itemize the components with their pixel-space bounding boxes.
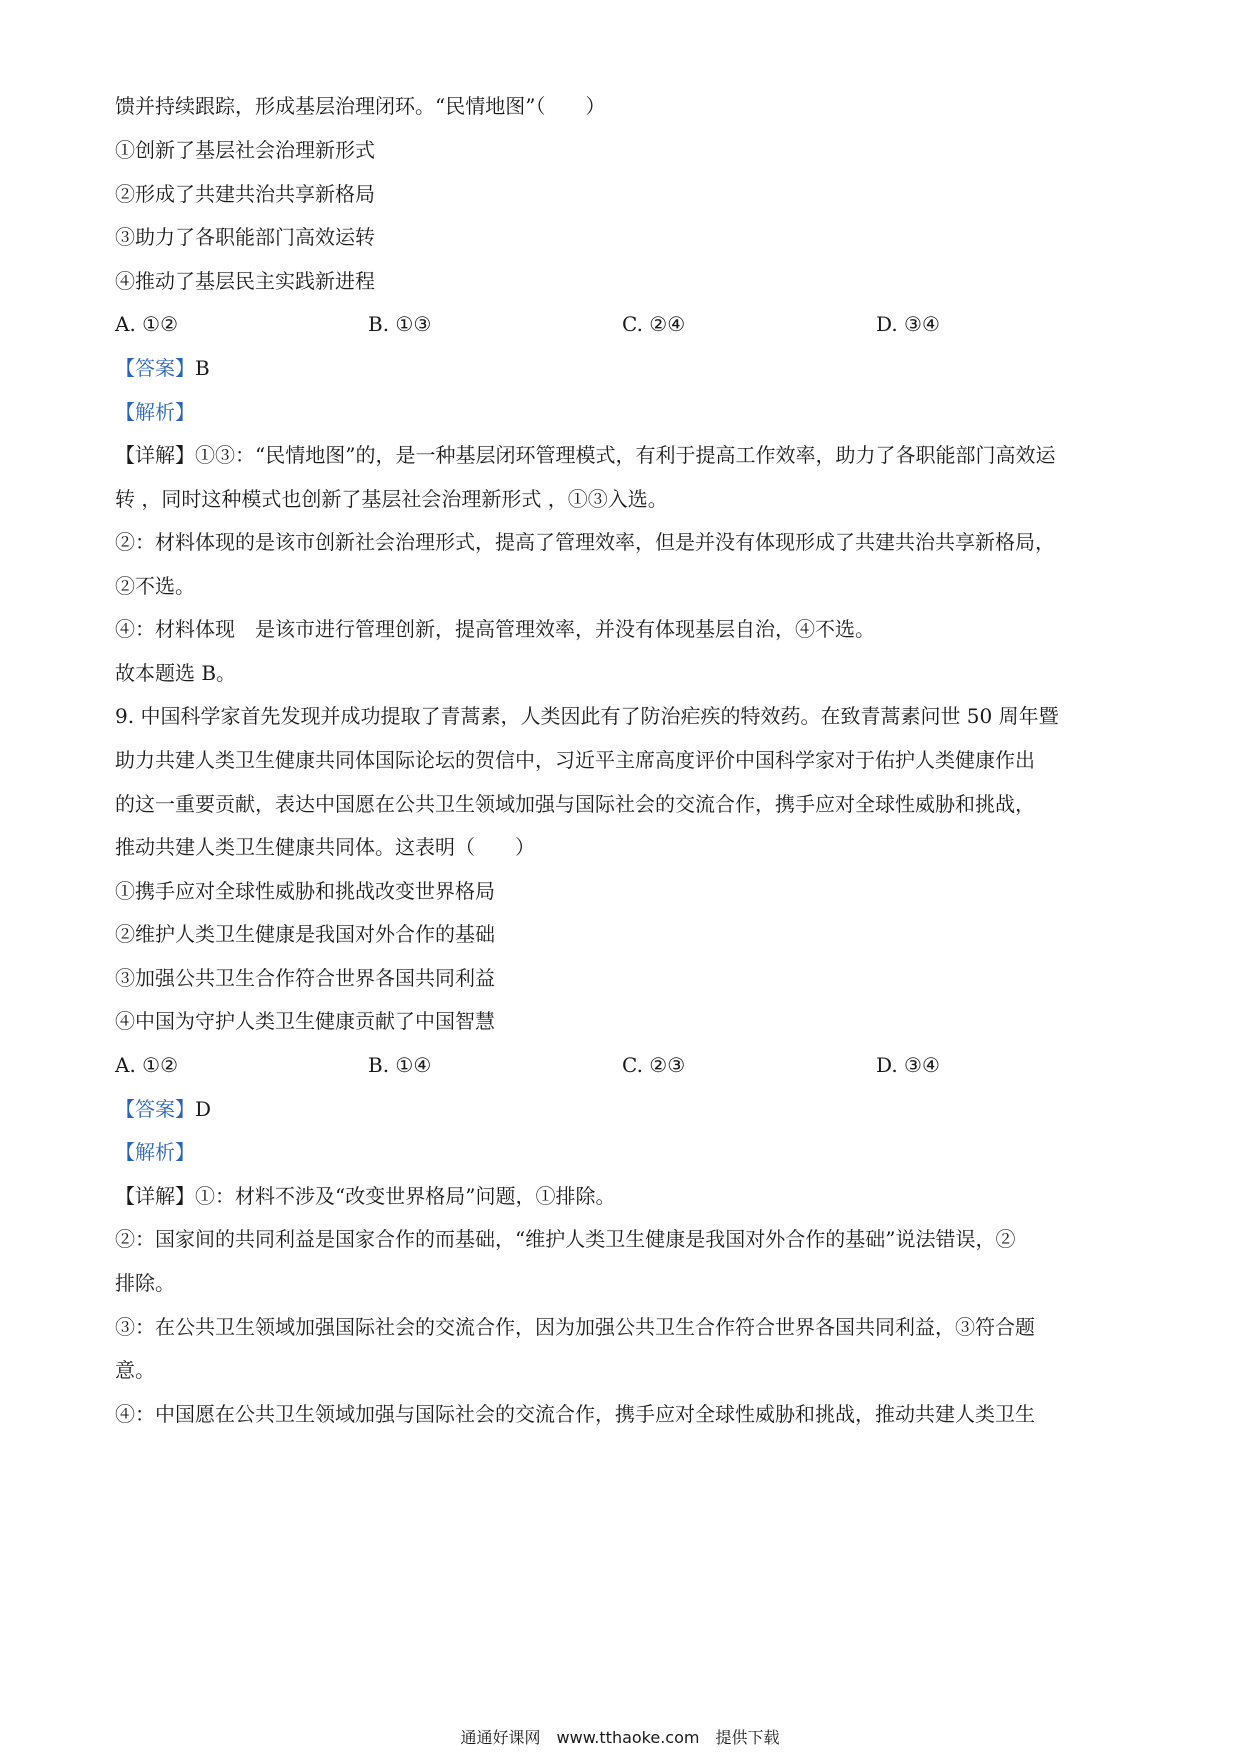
q8-detail-tag: 【详解】 [115,443,195,467]
q8-detail-line-2: 转 ，同时这种模式也创新了基层社会治理新形式 ，①③入选。 [115,487,668,511]
q9-option-c: C. ②③ [622,1053,686,1077]
q8-item-1: ①创新了基层社会治理新形式 [115,138,375,162]
q9-detail-text-1: ①：材料不涉及“改变世界格局”问题，①排除。 [195,1184,616,1208]
q9-stem-line-4: 推动共建人类卫生健康共同体。这表明（ ） [115,835,535,859]
q9-item-4: ④中国为守护人类卫生健康贡献了中国智慧 [115,1009,495,1033]
q9-option-b: B. ①④ [368,1053,432,1077]
q8-detail-line-1 [115,441,1130,469]
q9-detail-line-3: 排除。 [115,1271,175,1295]
q9-detail-line-2: ②：国家间的共同利益是国家合作的而基础，“维护人类卫生健康是我国对外合作的基础”说法错误，② [115,1227,1016,1251]
q8-analysis-tag: 【解析】 [115,400,195,424]
q9-detail-line-6: ④：中国愿在公共卫生领域加强与国际社会的交流合作，携手应对全球性威胁和挑战，推动共建人类卫生 [115,1402,1035,1426]
q9-option-a: A. ①② [115,1053,179,1077]
q9-stem-line-2: 助力共建人类卫生健康共同体国际论坛的贺信中，习近平主席高度评价中国科学家对于佑护人类健康作出 [115,748,1035,772]
q8-answer-line [115,354,1130,382]
q8-answer-tag: 【答案】 [115,356,195,380]
q8-option-b: B. ①③ [368,312,432,336]
q8-answer-value: B [195,356,210,380]
q9-option-d: D. ③④ [876,1053,940,1077]
q9-detail-line-1 [115,1182,1130,1210]
q9-item-3: ③加强公共卫生合作符合世界各国共同利益 [115,966,495,990]
q8-conclusion: 故本题选 B。 [115,661,237,685]
q8-detail-text-1: ①③：“民情地图”的，是一种基层闭环管理模式，有利于提高工作效率，助力了各职能部门高效运 [195,443,1056,467]
q9-stem-line-3: 的这一重要贡献，表达中国愿在公共卫生领域加强与国际社会的交流合作，携手应对全球性威胁和挑战， [115,792,1035,816]
q8-detail-line-5: ④：材料体现 是该市进行管理创新，提高管理效率，并没有体现基层自治，④不选。 [115,617,875,641]
q9-answer-line [115,1095,1130,1123]
q8-analysis-line [115,398,1130,426]
page-footer: 通通好课网 www.tthaoke.com 提供下载 [460,1728,780,1747]
q8-item-3: ③助力了各职能部门高效运转 [115,225,375,249]
q9-stem-line-1: 9. 中国科学家首先发现并成功提取了青蒿素，人类因此有了防治疟疾的特效药。在致青蒿素问世 50 周年暨 [115,704,1059,728]
q9-item-2: ②维护人类卫生健康是我国对外合作的基础 [115,922,495,946]
q9-detail-line-5: 意。 [115,1358,155,1382]
q9-item-1: ①携手应对全球性威胁和挑战改变世界格局 [115,879,495,903]
q8-option-c: C. ②④ [622,312,686,336]
q9-analysis-line [115,1138,1130,1166]
q8-item-2: ②形成了共建共治共享新格局 [115,182,375,206]
q8-item-4: ④推动了基层民主实践新进程 [115,269,375,293]
q8-option-a: A. ①② [115,312,179,336]
q8-stem-tail: 馈并持续跟踪，形成基层治理闭环。“民情地图”（ ） [115,94,606,118]
q9-analysis-tag: 【解析】 [115,1140,195,1164]
q9-answer-tag: 【答案】 [115,1097,195,1121]
q9-detail-line-4: ③：在公共卫生领域加强国际社会的交流合作，因为加强公共卫生合作符合世界各国共同利益，③符合题 [115,1315,1035,1339]
q8-detail-line-4: ②不选。 [115,574,195,598]
q9-detail-tag: 【详解】 [115,1184,195,1208]
q9-answer-value: D [195,1097,212,1121]
q8-option-d: D. ③④ [876,312,940,336]
q8-detail-line-3: ②：材料体现的是该市创新社会治理形式，提高了管理效率，但是并没有体现形成了共建共治共享新格局， [115,530,1055,554]
